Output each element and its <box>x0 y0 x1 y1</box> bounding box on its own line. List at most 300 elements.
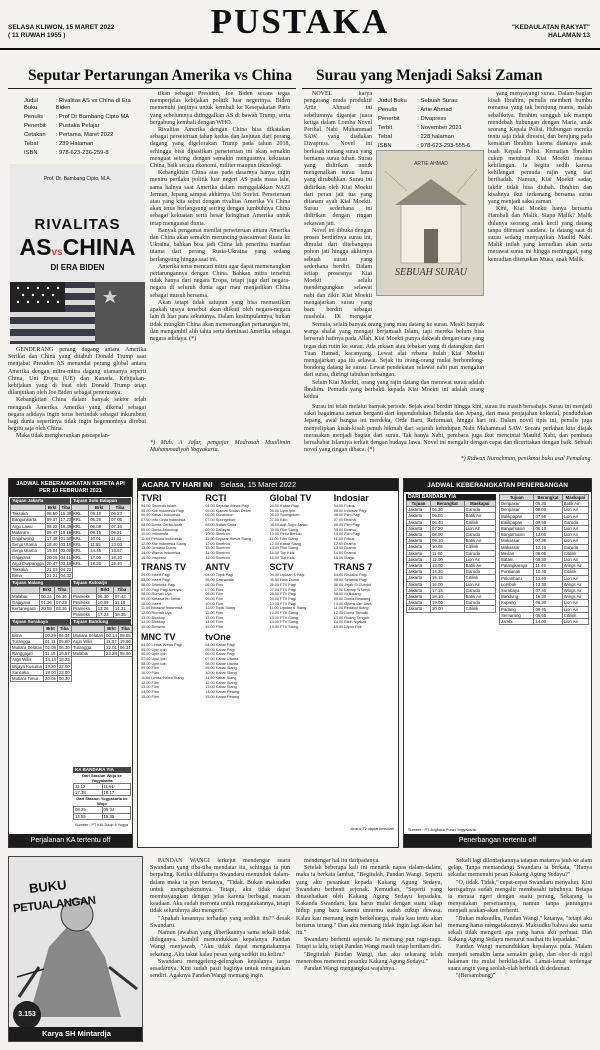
flight-cell: Jambi <box>500 619 534 625</box>
train-row <box>72 612 131 618</box>
train-cell: 00.29 <box>45 632 56 638</box>
cover-title-1: RIVALITAS <box>34 216 121 233</box>
flight-cell: Batik Air <box>562 501 588 507</box>
book-info-row <box>378 98 484 105</box>
flight-cell: Wings Air <box>562 563 588 569</box>
tv-channel-logo: MNC TV <box>141 631 176 642</box>
tv-program: 12.00 Drama <box>333 541 356 546</box>
book-info-key: ISBN <box>24 150 38 156</box>
book-info-row <box>24 114 140 121</box>
tv-channel-logo: Indosiar <box>333 493 369 503</box>
article-paragraph: Surau ini telah melalui banyak periode. Sejak awal berdiri hingga kini, surau itu masih bersahaja. Surau ini menjadi saksi bagaimana zaman berganti dari kependudukan Belanda dan Jepang, dari masa penjajahan kolonial, pendudukan Jepang, awal bangsa ini merdeka, Orde Baru, Reformasi, hingga hari ini. Dalam novel tipis ini, penulis juga menyelipkan kisah-kisah penuh hikmah dari sejarah kehidupan Nabi Muhammad SAW. Secara perlahan kita diajak merasakan menjadi bagian dari surau. Tak hanya Nabi, pembaca juga ikut mencintai Maulid Nabi, dan pembaca bersahabat Islamiya terkait dengan budaya Jawa. Novel ini mengalir dengan cepat dan diceritakan dengan baik. Sebuah novel yang ringan dibaca. (*) <box>304 404 592 454</box>
tv-program: 13.00 Sinetron <box>205 546 230 551</box>
flight-row <box>500 532 589 538</box>
story-col3 <box>448 858 592 1046</box>
train-cell: 00.30 <box>58 676 70 682</box>
flight-cell: 06.40 <box>430 519 464 525</box>
tv-program: 04.00 Insert Pagi <box>141 573 170 578</box>
train-cell: Mutiara Timur <box>11 676 44 682</box>
train-cell: 06.30 <box>96 593 113 599</box>
flight-cell: Wings Air <box>562 581 588 587</box>
tv-channels <box>138 491 398 701</box>
article-paragraph: yang menyayangi surau. Dalam bagian kisah Ibrahim, penulis memberi bumbu romansa yang tak berujung manis, malah sebaliknya. Ibrahim sungguh tak mampu mendebah hubungan dengan Marie, anak seorang Kepala Polisi. Hubungan mereka tentu saja tidak direstui, dan berujung pada kematian Ibrahim karena dianiaya anak buah Kepala Polisi. Kematian Ibrahim cukup membuat Kiai Moekti merasa kehilangan. Ia begitu sedih karena kehilangan pemuda rajin yang taat beribadah. Namun, Kiai Moekti sadar, takdir tidak bisa diubah. Ibrahim dan kisahnya ikut terkenang bersama surau yang menjadi saksi zaman. <box>488 91 592 206</box>
flight-cell: 10.05 <box>430 544 464 550</box>
flight-cell: Jakarta <box>407 556 431 562</box>
tv-program: 06.00 Kabar Pagi <box>205 652 235 657</box>
tv-program: 11.00 Kabar Siang <box>205 675 237 680</box>
article2-book-info <box>376 96 486 152</box>
train-cell: 22.00 <box>58 663 70 669</box>
train-cell: Prameks <box>72 612 97 618</box>
train-cell: 07.23 <box>55 599 70 605</box>
train-cell: 06.36 <box>55 593 70 599</box>
flight-row <box>500 526 589 532</box>
train-cell: 14.31 <box>113 606 130 612</box>
tv-program: 06.00 Kabari Indonesia <box>141 513 181 518</box>
tv-program: 15.00 Lapor Pak <box>333 625 362 630</box>
flight-cell: Lombok <box>500 581 534 587</box>
train-cell: 22.01 <box>106 645 117 651</box>
train-cell: 05.28 <box>89 517 110 523</box>
tv-program: 08.00 Si Bolang <box>333 592 361 597</box>
flight-cell: Lion Air <box>562 532 588 538</box>
tv-program: 12.00 Film <box>141 680 159 685</box>
article-paragraph: Amerika terus mencari mitra agar dapat memenangkan pertarungannya dengan China. Bahkan mitra tersebut tidak hanya dari negara Eropa, tetapi juga dari negara-negara di seluruh dunia agar mau menjadikan China sebagai musuh bersama. <box>150 263 290 299</box>
flight-row <box>500 581 589 587</box>
flight-cell: 10.40 <box>534 569 562 575</box>
train-cell: Sancaka <box>11 669 44 675</box>
train-cell: 06.08 <box>89 523 110 529</box>
book-info-value: : 978-623-236-259-8 <box>55 150 109 156</box>
flight-cell: Jakarta <box>407 544 431 550</box>
story-paragraph: Sekali lagi dilontarkannya tatapan matanya jauh ke alam gelap. Tanpa memandangi Swandaru ia berkata, "Hanya sekadar memenuhi pesan Kakang Agung Sedayu?" <box>448 858 592 879</box>
ka-bandara-cell: 09.34 <box>102 807 131 813</box>
tv-program: 11.00 Topik Siang <box>205 606 236 611</box>
train-route-label: Tujuan Surabaya <box>10 619 70 625</box>
tv-program: 05.00 Insert Pagi <box>141 578 170 583</box>
tv-program: 04.00 Lintas iNews Pagi <box>141 642 182 647</box>
train-route-label: Tujuan Bandung <box>71 619 131 625</box>
tv-program: 06.00 Spongebob <box>269 513 300 518</box>
tv-program: 08.00 Film <box>205 592 223 597</box>
flight-cell: Lion Air <box>562 538 588 544</box>
train-header-cell: Tiba <box>57 626 71 632</box>
tv-channel-logo: TRANS TV <box>141 562 186 573</box>
train-cell: KRL <box>72 542 89 548</box>
train-header-cell: Brkt <box>44 626 58 632</box>
book-info-row <box>378 116 484 123</box>
tv-title: ACARA TV HARI INI <box>142 480 213 489</box>
train-cell: 18.30 <box>89 560 110 566</box>
tv-program: 09.00 Kabar Siang <box>205 666 237 671</box>
train-cell: 07.42 <box>113 593 130 599</box>
ka-bandara-box <box>73 767 131 820</box>
train-route-label: Tujuan Jakarta <box>10 498 70 504</box>
train-table <box>71 625 133 657</box>
tv-program: 15.00 Brownis <box>141 625 166 630</box>
train-cell: 15.39 <box>60 511 72 517</box>
article-paragraph: Akan tetapi tidak satupun yang bisa memastikan apakah upaya tersebut akan diikuti oleh negara-negara lain di luar para sekutunya. Dalam kesimpulannya, bukan tidak mungkin China akan memenangkan pertarungan ini, dan mengambil alih tahta serta dominasi Amerika sebagai negara adidaya. (*) <box>150 299 290 342</box>
train-cell: Gajayana <box>11 554 46 560</box>
train-cell: Taksaka <box>11 567 46 573</box>
tv-program: 04.00 Seputar iNews Pagi <box>205 504 250 508</box>
tv-program: 15.00 Inspirasi <box>141 555 166 560</box>
flight-cell: Citilink <box>464 544 495 550</box>
date-line: SELASA KLIWON, 15 MARET 2022 <box>8 24 115 31</box>
tv-program: 11.00 Film Siang <box>269 536 298 541</box>
flight-cell: Jakarta <box>407 606 431 612</box>
flight-cell: Lion Air <box>562 600 588 606</box>
ka-bandara-cell: 11.12 <box>74 784 103 790</box>
tv-program: 10.00 Pintu Berkah <box>269 532 302 537</box>
book-info-key: Penerbit <box>24 123 46 129</box>
tv-program: 05.00 Cakrawala <box>205 578 234 583</box>
story-paragraph: "Apakah kesannya terhadap yang sedikit itu?" desak Swandaru. <box>150 915 290 929</box>
story-paragraph: "Bukan maksudku, Pandan Wangi," katanya, "tetapi aku memang harus mengatakannya. Maksudku bahwa aku sama sekali tidak mengerti apa yang harus aku perbuat. Dan Kakang Agung Sedayu menurut nasihat itu kepadaku." <box>448 915 592 944</box>
train-cell: 23.28 <box>106 651 117 657</box>
episode-badge: 3.153 <box>13 1001 41 1029</box>
article1-book-info <box>22 96 142 159</box>
train-caption: Perjalanan KA tertentu off <box>9 834 132 847</box>
tv-program: 09.00 Ketawa Itu Sehat <box>141 596 181 601</box>
story-paragraph: Namun jawaban yang diberikannya sama sekali tidak diduganya. Sambil menundukkan kepalanya Pandan Wangi menjawab, "Aku tidak dapat mengatakannya sekarang. Aku takut kalau pesan yang sedikit itu keliru." <box>150 930 290 958</box>
train-cell: 10.09 <box>96 599 113 605</box>
train-row <box>11 676 72 682</box>
flight-cell: Lion Air <box>562 557 588 563</box>
flight-cell: Lion Air <box>562 526 588 532</box>
train-row <box>72 651 133 657</box>
article-paragraph: Kini, Kiai Moekti hanya bersama Hambali dan Malik. Siapa Malik? Malik dulunya seorang anak kecil yang datang tanpa ditemani saudara. Ia datang saat di surau sedang menyayikan Maulid Nabi. Malik inilah yang kemudian akan serta merawat surau ini hingga meninggal, yang kemudian diteruskan Musa, anak Malik. <box>488 206 592 263</box>
flight-cell: 06.30 <box>534 501 562 507</box>
train-cell: 18.10 <box>110 554 131 560</box>
flight-cell: Jakarta <box>407 519 431 525</box>
train-cell: 00.14 <box>106 632 117 638</box>
train-header-cell: Tiba <box>118 626 132 632</box>
train-cell: 18.40 <box>46 542 58 548</box>
flight-schedule-panel <box>403 478 592 848</box>
train-cell: 13.26 <box>96 606 113 612</box>
train-row <box>72 560 131 566</box>
tv-program: 07.00 Drama <box>333 518 356 523</box>
flight-cell: Garuda <box>464 550 495 556</box>
book-info-value: : Sebuah Surau <box>417 98 458 104</box>
tv-channel-logo: TVRI <box>141 493 162 503</box>
flight-cell: Batik Air <box>464 513 495 519</box>
flight-row <box>500 606 589 612</box>
tv-program: 04.00 Fokus <box>333 504 355 508</box>
article-paragraph: GENDERANG perang dagang antara Amerika Serikat dan China yang ditabuh Donald Trump saat menjabat Presiden AS menandai perang global antara Amerika dengan mitra-mitra dagang utamanya seperti China, Uni Eropa (UE) dan Kanada. Kebijakan-kebijakan yang di buat oleh Donald Trump tetap dilanjutkan oleh Joe Biden sebagai penerusnya. <box>8 347 146 397</box>
flight-cell: Jakarta <box>407 575 431 581</box>
train-header-cell: Brkt <box>89 505 110 511</box>
tv-program: 12.00 Film <box>205 611 223 616</box>
flight-cell: Makassar <box>500 544 534 550</box>
tv-program: 14.00 Kabar Petang <box>205 689 240 694</box>
train-cell: 20.05 <box>45 676 56 682</box>
tv-program: 11.00 Redaksi Siang <box>333 606 369 611</box>
tv-program: 05.00 Selamat Pagi <box>333 578 367 583</box>
flight-cell: 11.00 <box>430 550 464 556</box>
train-route-label: Tujuan Kutoarjo <box>71 580 131 586</box>
train-cell: 18.20 <box>45 663 56 669</box>
train-cell: 08.22 <box>46 523 58 529</box>
flight-row <box>500 507 589 513</box>
flight-cell: Padang <box>500 606 534 612</box>
article2-col1 <box>304 91 372 321</box>
flight-cell: Batik Air <box>464 538 495 544</box>
train-title: JADWAL KEBERANGKATAN KERETA API <box>16 481 125 487</box>
tv-channel <box>141 562 202 629</box>
tv-channel-logo: RCTI <box>205 493 227 503</box>
train-footnote: Sumber : PT KAI Daop 6 Yogya <box>75 823 129 827</box>
comic-title-top: BUKU <box>28 877 68 896</box>
flight-cell: Batik Air <box>464 563 495 569</box>
tv-program: 10.00 Film <box>141 671 159 676</box>
book-info-key: Terbit <box>378 125 393 131</box>
train-header-cell: Brkt <box>96 587 113 593</box>
cover-title-surau: SEBUAH SURAU <box>395 267 467 278</box>
flight-cell: Lion Air <box>562 619 588 625</box>
flight-cell: 07.20 <box>430 525 464 531</box>
flight-cell: Banjarmasin <box>500 532 534 538</box>
train-row <box>11 663 72 669</box>
train-cell: 19.04 <box>46 548 58 554</box>
tv-program: 15.00 Top Kids <box>269 555 295 560</box>
train-route <box>71 498 131 579</box>
flight-cell: 15.15 <box>430 575 464 581</box>
flight-cell: 14.00 <box>534 619 562 625</box>
ka-bandara-row <box>74 813 131 819</box>
train-schedule-panel <box>8 478 133 848</box>
flight-cell: 19.00 <box>430 600 464 606</box>
tv-program: 08.00 Adit Sopo Jarwo <box>269 522 308 527</box>
flight-cell: 07.40 <box>534 588 562 594</box>
tv-channel <box>270 493 331 560</box>
train-cell: 10.01 <box>89 536 110 542</box>
cover-title-3: DI ERA BIDEN <box>50 263 105 272</box>
book-info-key: Judul Buku <box>24 98 38 111</box>
ka-bandara-table <box>73 783 131 796</box>
ka-bandara-cell: 11.51 <box>102 784 131 790</box>
tv-program: 09.00 Film <box>205 596 223 601</box>
tv-program: 07.00 Laptop Si Unyil <box>333 587 370 592</box>
tv-program: 06.00 Jejak Si Gundul <box>333 582 371 587</box>
flight-cell: Pontianak <box>500 569 534 575</box>
flight-row <box>500 588 589 594</box>
train-cell: 08.15 <box>89 529 110 535</box>
tv-program: 14.00 Sinetron <box>205 551 230 556</box>
train-cell: 04.11 <box>60 554 71 560</box>
story-col2 <box>296 858 442 1046</box>
story-paragraph: Pandan Wangi menundukkan kepalanya pula. Malam menjadi semakin lama semakin gelap, dan obor di regol halaman itu mulai berkilat-kilat. Lamat-lamat terdengar suara angin yang seolah-olah berbisik di dedaunan. <box>448 944 592 973</box>
train-cell: Wijaya Kusuma <box>12 663 42 669</box>
tv-program: 13.00 Film <box>205 615 223 620</box>
flight-cell: Garuda <box>464 600 495 606</box>
train-route <box>10 619 70 682</box>
train-row <box>72 632 133 638</box>
article2-byline: *) Ridwan Nurochman, penikmat buku asal Pemalang. <box>460 456 592 462</box>
tv-program: 14.00 Film <box>205 620 223 625</box>
tv-schedule-panel <box>137 478 399 848</box>
tv-program: 08.00 Upin Ipin <box>141 661 167 666</box>
tv-program: 15.00 FTV Siang <box>269 625 298 630</box>
train-cell: Gajayana <box>11 599 40 605</box>
train-cell: KRL <box>72 554 89 560</box>
story-paragraph: Pandan Wangi mengangkat wajahnya. <box>304 966 396 973</box>
flight-cell: 07.55 <box>534 513 562 519</box>
book-cover-sebuah-surau <box>376 150 484 296</box>
train-header-cell: Tiba <box>110 505 131 511</box>
flight-header-cell: Berangkat <box>430 501 464 507</box>
flight-row <box>407 606 496 612</box>
article-paragraph: Maka tidak mengherankan pascapelan- <box>16 433 110 440</box>
book-info-value: : Artie Ahmad <box>417 107 452 113</box>
tv-program: 12.00 Rumah Uya <box>141 611 172 616</box>
ka-bandara-cell: 08.25 <box>74 807 103 813</box>
ka-bandara-cell: 17.38 <box>74 790 103 796</box>
train-cell: Prameks <box>72 606 97 612</box>
ka-bandara-cell: 14.55 <box>74 813 103 819</box>
tv-program: 07.00 Upin Ipin <box>141 656 167 661</box>
tv-program: 15.00 Kabar Petang <box>205 694 240 699</box>
train-cell: 11.55 <box>89 542 110 548</box>
train-cell: 15.57 <box>58 651 70 657</box>
train-cell: 06.30 <box>58 645 70 651</box>
train-cell: 07.05 <box>110 517 131 523</box>
flight-cell: 14.20 <box>430 569 464 575</box>
train-route <box>71 580 131 618</box>
tv-program: 12.00 Kabar Siang <box>205 680 237 685</box>
tv-program: 08.00 FTV Pagi <box>269 592 296 597</box>
tv-program: 09.00 Film Siang <box>269 527 298 532</box>
train-cell: 21.03 <box>46 567 58 573</box>
tv-program: 15.00 Sinetron <box>205 555 230 560</box>
tv-program: 14.00 Bikin Ngakak <box>333 620 367 625</box>
train-cell: Mutiara Selatan <box>12 645 43 651</box>
tv-program: 05.00 Kiamat Sudah Dekat <box>205 508 251 513</box>
flight-cell: Jakarta <box>407 525 431 531</box>
tv-program: 13.00 Film Siang <box>269 546 298 551</box>
train-cell: Turangga <box>72 645 105 651</box>
book-info-row <box>378 125 484 132</box>
tv-program: 13.00 Jendela Dunia <box>141 546 176 551</box>
book-info-value: : 239 Halaman <box>55 141 94 147</box>
tv-program: 09.00 FTV Pagi <box>269 596 296 601</box>
flight-cell: Citilink <box>464 519 495 525</box>
flight-cell: Jakarta <box>407 581 431 587</box>
flight-cell: Denpasar <box>500 501 534 507</box>
train-cell: Prameks <box>72 599 97 605</box>
train-cell: Argo Lawu <box>11 523 46 529</box>
flight-cell: 11.45 <box>534 563 562 569</box>
book-info-key: Penerbit <box>378 116 400 122</box>
tv-program: 13.00 Drama <box>333 546 356 551</box>
tv-program: 14.00 Warna Indonesia <box>141 551 181 556</box>
article-paragraph: NOVEL karya pengarang muda produktif Artie Ahmad ini sebelumnya diganjar juara ketiga dalam Lomba Novel Perihal Nabi Muhammad SAW yang diadakan Divapress. Novel ini berkisah tentang surau yang bernama surau tuhan. Surau yang didirikan untuk mengenalkan surau lama yang dirubuhkan. Surau ini didirikan oleh Kiai Moekti dari peran jati tua yang ditanam ayah Kiai Moekti. Surau sederhana ini didirikan dengan ringan sekawan jati. <box>304 91 372 227</box>
tv-program: 09.00 Dahsyat <box>205 527 230 532</box>
train-cell: 04.34 <box>58 632 70 638</box>
flight-cell: 08.30 <box>534 600 562 606</box>
flight-cell: Jakarta <box>407 532 431 538</box>
tv-footnote: Acara TV dapat berubah <box>350 826 394 831</box>
tv-channel-logo: tvOne <box>205 631 231 642</box>
train-cell: Taksaka <box>11 511 46 517</box>
flight-cell: Citilink <box>464 606 495 612</box>
flight-row <box>500 501 589 507</box>
flight-row <box>500 557 589 563</box>
tv-program: 10.00 Film Pagi <box>333 532 361 537</box>
train-cell: 18.35 <box>113 612 130 618</box>
tv-program: 08.00 Kabar Utama <box>205 661 239 666</box>
tv-program: 11.00 Seputar iNews Siang <box>205 536 251 541</box>
tv-channel-logo: ANTV <box>205 562 230 573</box>
train-cell: 17.23 <box>96 612 113 618</box>
tv-program: 14.00 Bioskop <box>141 620 166 625</box>
tv-program: 15.00 Magic <box>333 555 355 560</box>
flight-cell: 20.00 <box>430 606 464 612</box>
train-cell: 18.23 <box>58 657 70 663</box>
flight-cell: Denpasar <box>500 507 534 513</box>
train-cell: 11.11 <box>110 536 131 542</box>
ka-bandara-section: Dari Stasiun Yogyakarta ke Wojo <box>76 796 128 807</box>
cover-title-china: CHINA <box>62 234 136 260</box>
flight-row <box>500 594 589 600</box>
flight-cell: Jakarta <box>407 563 431 569</box>
hijri-date: ( 11 RUWAH 1955 ) <box>8 32 66 39</box>
book-info-value: : Divapress <box>417 116 447 122</box>
flight-cell: 05.30 <box>430 507 464 513</box>
tv-program: 13.00 FTV Siang <box>269 615 298 620</box>
flight-cell: Garuda <box>464 507 495 513</box>
tv-program: 06.00 Upin Ipin <box>141 652 167 657</box>
train-header-cell: Tiba <box>55 587 70 593</box>
tv-program: 04.00 Secercik Islam <box>141 504 177 508</box>
article-paragraph: Kebangkitan China dalam banyak sektor telah mengusik Amerika. Amerika yang dikenal sebagai negara adidaya ingin terus bertindak sebagai inkumbent bagi dunia sepertinya tidak ingin hegemoninya direbut begitu saja oleh China. <box>8 397 146 433</box>
tv-program: 13.00 Film <box>141 685 159 690</box>
tv-channel <box>334 562 395 629</box>
ka-bandara-table <box>73 806 131 819</box>
book-info-row <box>378 143 484 150</box>
article-paragraph: Novel ini dibuka dengan proses berdirinya surau ini, dimulai dari ditebangnya pohon jati hingga akhirnya sebuah surau yang sederhana berdiri. Dalam setiap prosesnya Kiai Moekti selalu mendengungkan selawat nabi dan zikir. Kiai Moekti mengajarkan surau yang baru berdiri sebagai mushola. Di mengajar <box>304 227 372 321</box>
tv-channel <box>334 493 395 560</box>
story-paragraph: mendengar hal itu daripadanya. <box>304 858 380 864</box>
flight-row <box>500 563 589 569</box>
book-info-value: : Pustaka Pelajar <box>55 123 100 129</box>
train-cell: 09.37 <box>46 517 58 523</box>
train-cell: 17.48 <box>46 536 58 542</box>
train-cell: 07.16 <box>110 523 131 529</box>
train-row <box>72 606 131 612</box>
flight-cell: Pekanbaru <box>500 575 534 581</box>
book-info-key: Cetakan <box>24 132 46 138</box>
train-cell: 18.16 <box>60 529 72 535</box>
page-number: HALAMAN 13 <box>548 32 590 39</box>
tv-program: 11.00 Bioskop Indonesia <box>141 606 183 611</box>
tv-program: 05.00 Upin Ipin <box>269 508 296 513</box>
tv-program: 06.00 Film <box>205 582 223 587</box>
train-cell: 13.03 <box>110 542 131 548</box>
tv-program: 13.00 Bioskop <box>141 615 166 620</box>
masthead <box>0 0 600 50</box>
flight-cell: Jakarta <box>407 507 431 513</box>
tv-program: 10.00 Kabar Siang <box>205 671 237 676</box>
train-cell: 04.32 <box>60 573 72 579</box>
flight-section-yia: DARI BANDARA YIA <box>406 494 496 500</box>
tv-program: 07.00 FTV Pagi <box>269 587 296 592</box>
train-tables <box>9 497 132 683</box>
ka-bandara-cell: 18.17 <box>102 790 131 796</box>
flight-cell: Garuda <box>464 587 495 593</box>
train-cell: 14.45 <box>89 548 110 554</box>
